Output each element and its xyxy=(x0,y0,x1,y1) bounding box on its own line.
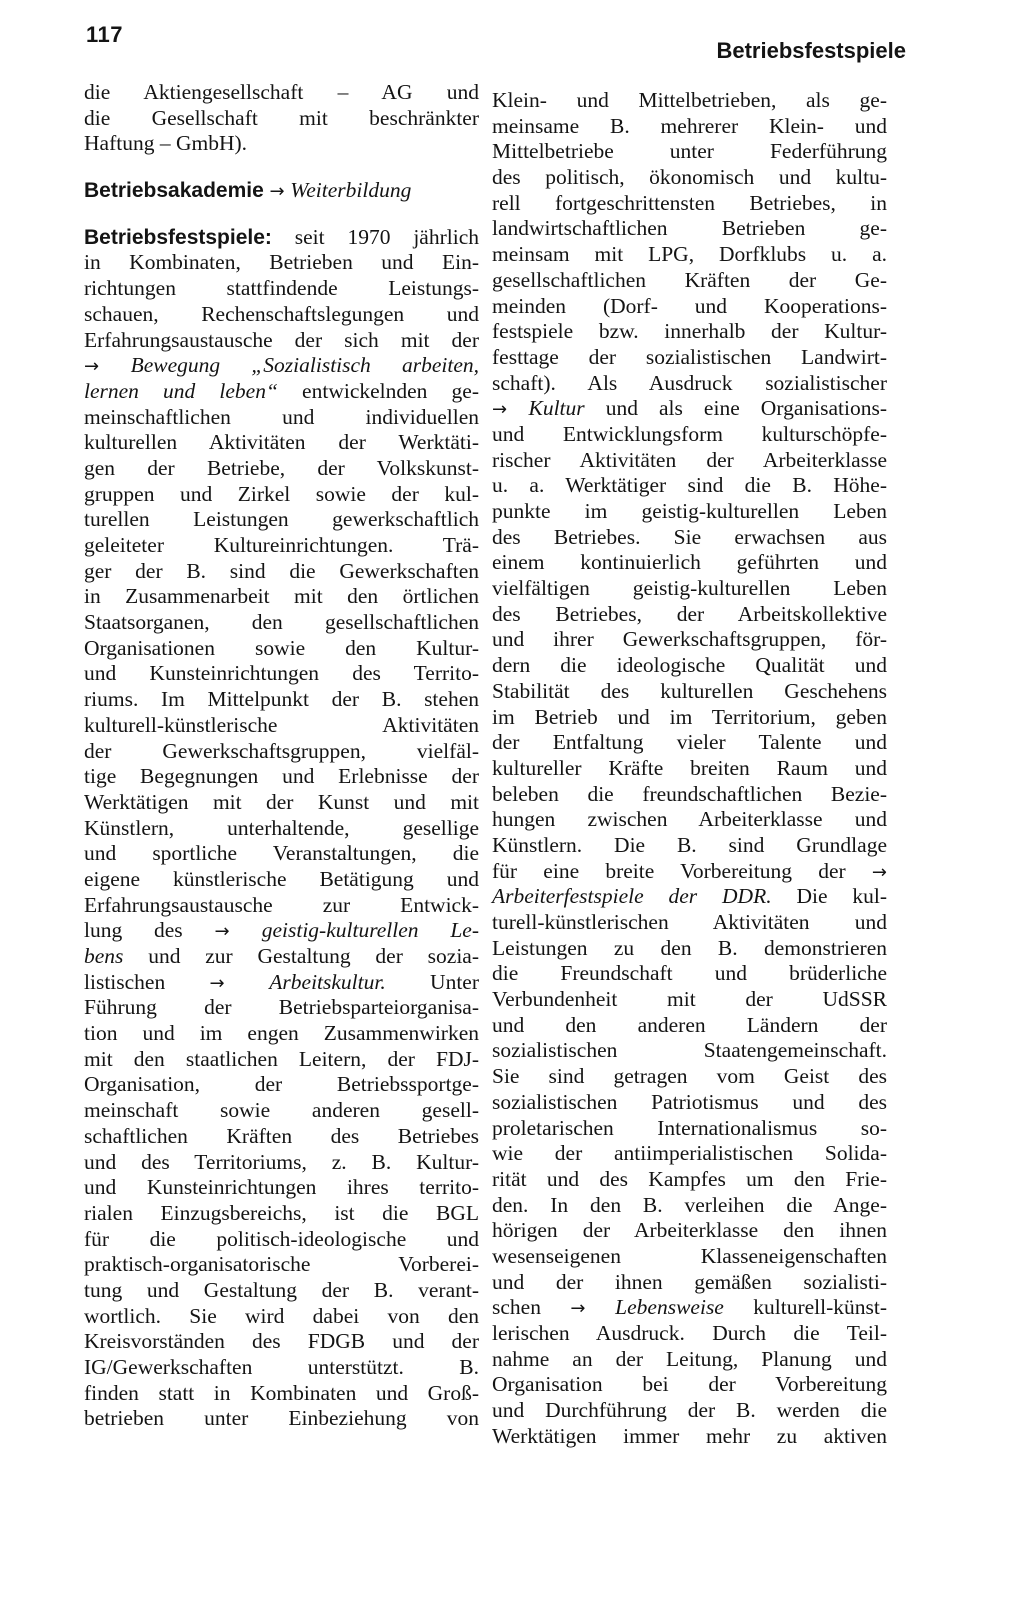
text-run: kulturell-künstlerische Aktivitäten xyxy=(84,712,479,737)
right-column xyxy=(492,88,887,1449)
text-run: im Betrieb und im Territorium, geben xyxy=(492,704,887,729)
text-line xyxy=(492,756,887,782)
text-line xyxy=(84,1355,479,1381)
text-line xyxy=(84,918,479,944)
text-line xyxy=(492,268,887,294)
text-line xyxy=(492,1038,887,1064)
cross-reference-arrow-icon: → xyxy=(263,181,291,203)
text-line xyxy=(84,1072,479,1098)
text-run: wortlich. Sie wird dabei von den xyxy=(84,1303,479,1328)
text-run: sozialistischen Patriotismus und des xyxy=(492,1089,887,1114)
cross-reference-arrow-icon: → xyxy=(84,356,131,378)
text-line xyxy=(492,1244,887,1270)
text-run: rell fortgeschrittensten Betriebes, in xyxy=(492,190,887,215)
text-line xyxy=(84,353,479,379)
text-line xyxy=(492,1013,887,1039)
text-line xyxy=(84,507,479,533)
text-line xyxy=(492,371,887,397)
text-line xyxy=(492,191,887,217)
cross-reference: Arbeiterfestspiele der DDR. xyxy=(492,884,772,909)
text-run: in Kombinaten, Betrieben und Ein- xyxy=(84,250,479,275)
text-run: und den anderen Ländern der xyxy=(492,1012,887,1037)
entry-headword: Betriebsakademie xyxy=(84,179,264,203)
text-line xyxy=(492,602,887,628)
text-run: Klein- und Mittelbetrieben, als ge- xyxy=(492,88,887,112)
text-line xyxy=(492,833,887,859)
text-run: meinschaftlichen und individuellen xyxy=(84,404,479,429)
text-run: tung und Gestaltung der B. verant- xyxy=(84,1277,479,1302)
text-run: und sportliche Veranstaltungen, die xyxy=(84,841,479,866)
text-run: des Betriebes, der Arbeitskollektive xyxy=(492,601,887,626)
text-run: und Durchführung der B. werden die xyxy=(492,1398,887,1423)
text-run: Künstlern, unterhaltende, gesellige xyxy=(84,815,479,840)
text-run: schen xyxy=(492,1295,571,1320)
text-line xyxy=(84,893,479,919)
text-run: eigene künstlerische Betätigung und xyxy=(84,866,479,891)
running-head: Betriebsfestspiele xyxy=(716,38,906,63)
text-line xyxy=(84,764,479,790)
text-line xyxy=(492,1270,887,1296)
text-run: Staatsorganen, den gesellschaftlichen xyxy=(84,610,479,635)
text-run: finden statt in Kombinaten und Groß- xyxy=(84,1380,479,1405)
text-line xyxy=(492,653,887,679)
text-run: kulturellen Aktivitäten der Werktäti- xyxy=(84,430,479,455)
text-run: Die kul- xyxy=(771,884,887,909)
text-line xyxy=(84,687,479,713)
text-line xyxy=(84,1175,479,1201)
text-line xyxy=(492,1347,887,1373)
text-run: Erfahrungsaustausche der sich mit der xyxy=(84,327,479,352)
text-line xyxy=(84,131,479,157)
text-line xyxy=(492,1295,887,1321)
text-run: Kreisvorständen des FDGB und der xyxy=(84,1329,479,1354)
cross-reference: Lebensweise xyxy=(615,1295,724,1320)
text-line xyxy=(492,242,887,268)
text-line xyxy=(492,396,887,422)
text-line xyxy=(492,576,887,602)
text-run: riums. Im Mittelpunkt der B. stehen xyxy=(84,687,479,712)
text-line xyxy=(84,482,479,508)
text-line xyxy=(492,936,887,962)
text-run: turellen Leistungen gewerkschaftlich xyxy=(84,507,479,532)
text-line xyxy=(492,294,887,320)
text-run: meinsam mit LPG, Dorfklubs u. a. xyxy=(492,242,887,267)
text-run: nahme an der Leitung, Planung und xyxy=(492,1346,887,1371)
text-run: gen der Betriebe, der Volkskunst- xyxy=(84,455,479,480)
text-line xyxy=(84,1304,479,1330)
text-line xyxy=(84,636,479,662)
text-line xyxy=(492,1398,887,1424)
text-run: und Entwicklungsform kulturschöpfe- xyxy=(492,421,887,446)
text-line xyxy=(492,473,887,499)
text-run: die Gesellschaft mit beschränkter xyxy=(84,105,479,130)
text-run: und des Territoriums, z. B. Kultur- xyxy=(84,1149,479,1174)
text-line xyxy=(84,713,479,739)
cross-reference: Bewegung „Sozialistisch arbeiten, xyxy=(130,353,479,378)
text-run: turell-künstlerischen Aktivitäten und xyxy=(492,910,887,934)
text-run: schaftlichen Kräften des Betriebes xyxy=(84,1123,479,1148)
paragraph-gap xyxy=(84,204,479,225)
left-column xyxy=(84,80,479,1432)
text-line xyxy=(492,627,887,653)
text-run: meinsame B. mehrerer Klein- und xyxy=(492,113,887,138)
text-line xyxy=(492,987,887,1013)
cross-reference: lernen und leben“ xyxy=(84,378,278,403)
text-run: u. a. Werktätiger sind die B. Höhe- xyxy=(492,473,887,498)
text-line xyxy=(492,319,887,345)
text-run: lung des xyxy=(84,918,215,943)
text-run: schauen, Rechenschaftslegungen und xyxy=(84,301,479,326)
text-line xyxy=(492,807,887,833)
text-line xyxy=(84,584,479,610)
text-run: der Entfaltung vieler Talente und xyxy=(492,730,887,755)
text-line xyxy=(492,705,887,731)
text-run: Organisation, der Betriebssportge- xyxy=(84,1072,479,1097)
text-line xyxy=(84,1098,479,1124)
text-run: Haftung – GmbH). xyxy=(84,131,248,156)
text-line xyxy=(492,422,887,448)
text-run: des Betriebes. Sie erwachsen aus xyxy=(492,524,887,549)
text-run: praktisch-organisatorische Vorberei- xyxy=(84,1252,479,1277)
text-line xyxy=(492,1141,887,1167)
paragraph-gap xyxy=(84,157,479,178)
text-run: festtage der sozialistischen Landwirt- xyxy=(492,344,887,369)
text-run: sozialistischen Staatengemeinschaft. xyxy=(492,1038,887,1063)
text-run: einem kontinuierlich geführten und xyxy=(492,550,887,575)
text-run: rität und des Kampfes um den Frie- xyxy=(492,1166,887,1191)
text-run: landwirtschaftlichen Betrieben ge- xyxy=(492,216,887,241)
text-run: Künstlern. Die B. sind Grundlage xyxy=(492,832,887,857)
text-line xyxy=(84,456,479,482)
text-line xyxy=(492,88,887,114)
text-run: Werktätigen immer mehr zu aktiven xyxy=(492,1423,887,1448)
text-run: Werktätigen mit der Kunst und mit xyxy=(84,789,479,814)
text-line xyxy=(492,448,887,474)
text-run: Sie sind getragen vom Geist des xyxy=(492,1064,887,1089)
text-line xyxy=(84,1252,479,1278)
text-run: proletarischen Internationalismus so- xyxy=(492,1115,887,1140)
text-run: den. In den B. verleihen die Ange- xyxy=(492,1192,887,1217)
text-line xyxy=(84,867,479,893)
text-line xyxy=(84,1278,479,1304)
text-line xyxy=(492,1090,887,1116)
text-run: geleiteter Kultureinrichtungen. Trä- xyxy=(84,533,479,557)
text-line xyxy=(84,178,479,204)
cross-reference-arrow-icon: → xyxy=(871,861,887,883)
text-line xyxy=(492,961,887,987)
text-run: Organisation bei der Vorbereitung xyxy=(492,1372,887,1397)
text-run: rischer Aktivitäten der Arbeiterklasse xyxy=(492,447,887,472)
text-run: kultureller Kräfte breiten Raum und xyxy=(492,755,887,780)
text-line xyxy=(492,525,887,551)
text-line xyxy=(84,1381,479,1407)
text-run: in Zusammenarbeit mit den örtlichen xyxy=(84,584,479,609)
text-line xyxy=(84,1201,479,1227)
text-line xyxy=(492,859,887,885)
text-run: seit 1970 jährlich xyxy=(271,224,479,249)
text-line xyxy=(84,379,479,405)
text-line xyxy=(84,790,479,816)
text-line xyxy=(84,533,479,559)
text-run: und ihrer Gewerkschaftsgruppen, för- xyxy=(492,627,887,652)
text-run: Führung der Betriebsparteiorganisa- xyxy=(84,995,479,1020)
text-run: und Kunsteinrichtungen ihres territo- xyxy=(84,1175,479,1200)
text-run: wie der antiimperialistischen Solida- xyxy=(492,1141,887,1166)
text-line xyxy=(84,944,479,970)
text-line xyxy=(492,345,887,371)
text-line xyxy=(492,1372,887,1398)
cross-reference-arrow-icon: → xyxy=(209,972,270,994)
text-line xyxy=(492,1116,887,1142)
text-run: festspiele bzw. innerhalb der Kultur- xyxy=(492,319,887,344)
text-run: Erfahrungsaustausche zur Entwick- xyxy=(84,892,479,917)
text-line xyxy=(84,302,479,328)
text-line xyxy=(84,1227,479,1253)
text-run: schaft). Als Ausdruck sozialistischer xyxy=(492,370,887,395)
text-line xyxy=(492,1064,887,1090)
text-line xyxy=(84,1150,479,1176)
text-run: lerischen Ausdruck. Durch die Teil- xyxy=(492,1321,887,1345)
text-run: richtungen stattfindende Leistungs- xyxy=(84,276,479,301)
text-line xyxy=(84,1329,479,1355)
text-run: entwickelnden ge- xyxy=(277,378,479,403)
text-run: und der ihnen gemäßen sozialisti- xyxy=(492,1269,887,1294)
text-run: tion und im engen Zusammenwirken xyxy=(84,1021,479,1046)
text-line xyxy=(84,816,479,842)
text-line xyxy=(492,910,887,936)
text-line xyxy=(492,1193,887,1219)
text-run: und Kunsteinrichtungen des Territo- xyxy=(84,661,479,686)
text-run: der Gewerkschaftsgruppen, vielfäl- xyxy=(84,738,479,763)
text-run: des politisch, ökonomisch und kultu- xyxy=(492,165,887,190)
cross-reference-arrow-icon: → xyxy=(492,399,529,421)
text-line xyxy=(84,106,479,132)
text-run: gruppen und Zirkel sowie der kul- xyxy=(84,481,479,506)
text-line xyxy=(84,225,479,251)
text-run: rialen Einzugsbereichs, ist die BGL xyxy=(84,1200,479,1225)
text-line xyxy=(84,559,479,585)
cross-reference: Kultur xyxy=(528,396,585,421)
cross-reference-arrow-icon: → xyxy=(214,921,262,943)
text-run: tige Begegnungen und Erlebnisse der xyxy=(84,764,479,789)
text-line xyxy=(492,499,887,525)
cross-reference: Weiterbildung xyxy=(290,178,412,203)
text-line xyxy=(492,114,887,140)
text-line xyxy=(492,884,887,910)
text-run: hungen zwischen Arbeiterklasse und xyxy=(492,807,887,832)
text-run: listischen xyxy=(84,969,210,994)
text-run: punkte im geistig-kulturellen Leben xyxy=(492,499,887,523)
text-run: Organisationen sowie den Kultur- xyxy=(84,635,479,660)
text-line xyxy=(84,276,479,302)
text-run: die Aktiengesellschaft – AG und xyxy=(84,80,479,104)
text-run: Mittelbetriebe unter Federführung xyxy=(492,139,887,164)
text-run: kulturell-künst- xyxy=(723,1295,888,1320)
text-line xyxy=(492,1167,887,1193)
text-run: gesellschaftlichen Kräften der Ge- xyxy=(492,267,887,292)
entry-headword: Betriebsfestspiele: xyxy=(84,225,272,249)
text-line xyxy=(84,250,479,276)
text-line xyxy=(492,1424,887,1450)
text-line xyxy=(84,1047,479,1073)
text-line xyxy=(84,995,479,1021)
text-run: Leistungen zu den B. demonstrieren xyxy=(492,935,887,960)
text-line xyxy=(492,139,887,165)
cross-reference-arrow-icon: → xyxy=(570,1298,616,1320)
text-line xyxy=(84,1021,479,1047)
text-line xyxy=(84,1406,479,1432)
text-run: IG/Gewerkschaften unterstützt. B. xyxy=(84,1355,479,1379)
text-line xyxy=(84,328,479,354)
text-line xyxy=(84,430,479,456)
text-line xyxy=(492,216,887,242)
text-run: vielfältigen geistig-kulturellen Leben xyxy=(492,576,887,601)
text-line xyxy=(492,550,887,576)
page-number: 117 xyxy=(86,22,123,47)
text-line xyxy=(84,739,479,765)
text-line xyxy=(84,841,479,867)
text-line xyxy=(84,661,479,687)
text-line xyxy=(84,405,479,431)
text-run: betrieben unter Einbeziehung von xyxy=(84,1406,479,1431)
text-run: mit den staatlichen Leitern, der FDJ- xyxy=(84,1046,479,1071)
text-run: hörigen der Arbeiterklasse den ihnen xyxy=(492,1218,887,1243)
text-run: meinschaft sowie anderen gesell- xyxy=(84,1098,479,1123)
cross-reference: geistig-kulturellen Le- xyxy=(261,918,480,943)
text-run: und als eine Organisations- xyxy=(584,396,887,421)
text-line xyxy=(492,1218,887,1244)
text-line xyxy=(492,1321,887,1347)
text-run: für eine breite Vorbereitung der xyxy=(492,858,872,883)
text-run: die Freundschaft und brüderliche xyxy=(492,961,887,986)
text-line xyxy=(84,970,479,996)
text-line xyxy=(84,80,479,106)
text-run: meinden (Dorf- und Kooperations- xyxy=(492,293,887,318)
text-line xyxy=(492,165,887,191)
text-run: ger der B. sind die Gewerkschaften xyxy=(84,558,479,583)
text-run: wesenseigenen Klasseneigenschaften xyxy=(492,1243,887,1268)
cross-reference: bens xyxy=(84,944,124,968)
text-run: dern die ideologische Qualität und xyxy=(492,653,887,678)
text-run: Verbundenheit mit der UdSSR xyxy=(492,987,887,1012)
text-run: Unter xyxy=(385,969,480,994)
text-line xyxy=(492,782,887,808)
text-run: für die politisch-ideologische und xyxy=(84,1226,479,1251)
text-run: beleben die freundschaftlichen Bezie- xyxy=(492,781,887,806)
text-line xyxy=(84,610,479,636)
text-run: und zur Gestaltung der sozia- xyxy=(123,944,479,968)
text-run: Stabilität des kulturellen Geschehens xyxy=(492,678,887,703)
text-line xyxy=(492,730,887,756)
text-line xyxy=(84,1124,479,1150)
cross-reference: Arbeitskultur. xyxy=(269,969,386,994)
text-line xyxy=(492,679,887,705)
